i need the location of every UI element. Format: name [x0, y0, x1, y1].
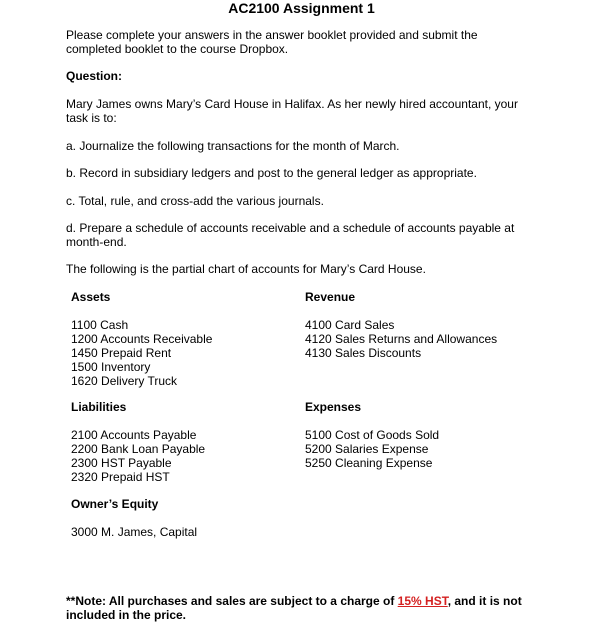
- note-suffix: , and it is not included in the price.: [66, 594, 522, 622]
- assets-heading: Assets: [71, 290, 111, 304]
- question-label: Question:: [66, 69, 122, 83]
- assets-section: [71, 290, 212, 388]
- account-item: 4120 Sales Returns and Allowances: [305, 332, 498, 346]
- note-highlight: 15% HST: [397, 594, 448, 608]
- expenses-list: [305, 428, 439, 470]
- account-item: 1450 Prepaid Rent: [71, 346, 172, 360]
- account-item: 3000 M. James, Capital: [71, 525, 198, 539]
- task-b: b. Record in subsidiary ledgers and post to the general ledger as appropriate.: [66, 166, 477, 180]
- revenue-list: [305, 318, 497, 360]
- task-a: a. Journalize the following transactions for the month of March.: [66, 139, 400, 153]
- account-item: 5250 Cleaning Expense: [305, 456, 433, 470]
- liabilities-list: [71, 428, 205, 484]
- revenue-heading: Revenue: [305, 290, 356, 304]
- account-item: 1100 Cash: [71, 318, 129, 332]
- account-item: 2320 Prepaid HST: [71, 470, 170, 484]
- liabilities-heading: Liabilities: [71, 400, 127, 414]
- account-item: 2200 Bank Loan Payable: [71, 442, 206, 456]
- task-d: d. Prepare a schedule of accounts receivable and a schedule of accounts payable at month-end.: [66, 221, 515, 249]
- hst-note: [66, 594, 546, 622]
- chart-intro: The following is the partial chart of accounts for Mary’s Card House.: [66, 262, 426, 276]
- account-item: 4130 Sales Discounts: [305, 346, 422, 360]
- liabilities-section: [71, 400, 205, 484]
- equity-section: [71, 497, 197, 539]
- account-item: 4100 Card Sales: [305, 318, 395, 332]
- account-item: 2100 Accounts Payable: [71, 428, 197, 442]
- account-item: 5200 Salaries Expense: [305, 442, 429, 456]
- account-item: 1620 Delivery Truck: [71, 374, 178, 388]
- account-item: 5100 Cost of Goods Sold: [305, 428, 440, 442]
- account-item: 2300 HST Payable: [71, 456, 172, 470]
- page-title: AC2100 Assignment 1: [228, 0, 375, 16]
- equity-list: [71, 525, 197, 539]
- assets-list: [71, 318, 212, 388]
- expenses-section: [305, 400, 439, 470]
- equity-heading: Owner’s Equity: [71, 497, 159, 511]
- expenses-heading: Expenses: [305, 400, 362, 414]
- note-prefix: **Note: All purchases and sales are subject to a charge of: [66, 594, 398, 608]
- account-item: 1500 Inventory: [71, 360, 151, 374]
- task-c: c. Total, rule, and cross-add the various journals.: [66, 194, 324, 208]
- scenario-text: Mary James owns Mary’s Card House in Halifax. As her newly hired accountant, your task is to:: [66, 97, 518, 125]
- revenue-section: [305, 290, 497, 360]
- intro-text: Please complete your answers in the answer booklet provided and submit the completed booklet to the course Dropbox.: [66, 28, 478, 56]
- account-item: 1200 Accounts Receivable: [71, 332, 213, 346]
